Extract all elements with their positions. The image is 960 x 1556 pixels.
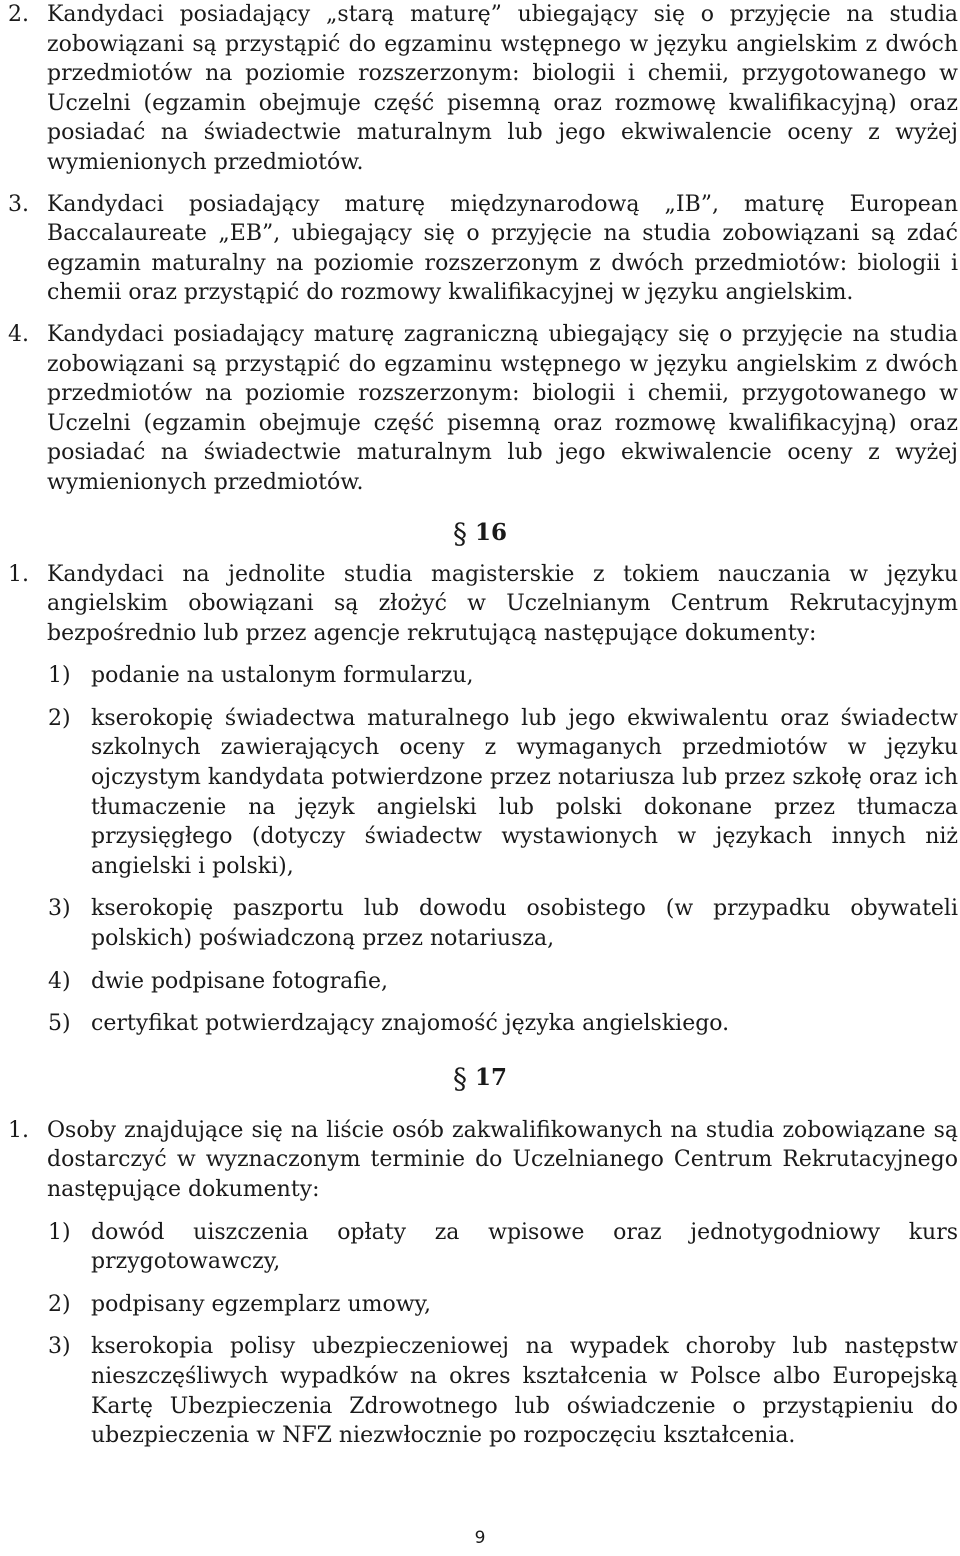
paragraph-item — [0, 560, 960, 649]
item-text: Osoby znajdujące się na liście osób zakwalifikowanych na studia zobowiązane są dostarczyć w wyznaczonym terminie do Uczelnianego Centrum Rekrutacyjnego następujące dokumenty: — [47, 1117, 958, 1202]
paragraph-item — [0, 1116, 960, 1205]
list-item — [0, 704, 960, 882]
paragraph-item — [0, 0, 960, 178]
paragraph-item — [0, 320, 960, 498]
list-item-text: dwie podpisane fotografie, — [91, 968, 388, 994]
list-item-text: podanie na ustalonym formularzu, — [91, 663, 474, 689]
list-item-text: kserokopię paszportu lub dowodu osobistego (w przypadku obywateli polskich) poświadczoną przez notariusza, — [91, 896, 958, 952]
item-number: 3. — [8, 191, 29, 217]
section-symbol: § — [452, 1061, 467, 1095]
list-item — [0, 1290, 960, 1320]
item-text: Kandydaci posiadający „starą maturę” ubiegający się o przyjęcie na studia zobowiązani są przystąpić do egzaminu wstępnego w języku angielskim z dwóch przedmiotów na poziomie rozszerzonym: biologii i chemii, przygotowanego w Uczelni (egzamin obejmuje część pisemną oraz rozmowę kwalifikacyjną) oraz posiadać na świadectwie maturalnym lub jego ekwiwalencie oceny z wyżej wymienionych przedmiotów. — [47, 2, 958, 175]
list-item-number: 4) — [48, 968, 71, 994]
list-item — [0, 1009, 960, 1039]
item-number: 4. — [8, 321, 29, 347]
section-symbol: § — [452, 516, 467, 550]
item-text: Kandydaci na jednolite studia magisterskie z tokiem nauczania w języku angielskim obowiązani są złożyć w Uczelnianym Centrum Rekrutacyjnym bezpośrednio lub przez agencje rekrutującą następujące dokumenty: — [47, 561, 958, 646]
section-heading-17 — [0, 1063, 960, 1094]
list-item-number: 5) — [48, 1011, 71, 1037]
item-number: 2. — [8, 2, 29, 27]
section-number: 17 — [474, 1063, 507, 1091]
list-item-text: podpisany egzemplarz umowy, — [91, 1291, 432, 1317]
list-item — [0, 1332, 960, 1450]
list-item-number: 3) — [48, 1334, 71, 1360]
list-item-text: dowód uiszczenia opłaty za wpisowe oraz jednotygodniowy kurs przygotowawczy, — [91, 1219, 958, 1275]
list-item-number: 2) — [48, 1291, 71, 1317]
list-item-text: certyfikat potwierdzający znajomość języka angielskiego. — [91, 1011, 730, 1037]
list-item — [0, 894, 960, 953]
list-item-text: kserokopię świadectwa maturalnego lub jego ekwiwalentu oraz świadectw szkolnych zawierających oceny z wymaganych przedmiotów w języku ojczystym kandydata potwierdzone przez notariusza lub przez szkołę oraz ich tłumaczenie na język angielski lub polski dokonane przez tłumacza przysięgłego (dotyczy świadectw wystawionych w językach innych niż angielski i polski), — [91, 705, 958, 879]
list-item — [0, 967, 960, 997]
section-heading-16 — [0, 518, 960, 549]
paragraph-item — [0, 190, 960, 308]
list-item-number: 1) — [48, 1219, 71, 1245]
item-number: 1. — [8, 561, 29, 587]
item-text: Kandydaci posiadający maturę zagraniczną ubiegający się o przyjęcie na studia zobowiązani są przystąpić do egzaminu wstępnego w języku angielskim z dwóch przedmiotów na poziomie rozszerzonym: biologii i chemii, przygotowanego w Uczelni (egzamin obejmuje część pisemną oraz rozmowę kwalifikacyjną) oraz posiadać na świadectwie maturalnym lub jego ekwiwalencie oceny z wyżej wymienionych przedmiotów. — [47, 321, 958, 495]
list-item — [0, 1218, 960, 1277]
item-number: 1. — [8, 1117, 29, 1143]
list-item-number: 3) — [48, 896, 71, 922]
list-item-number: 2) — [48, 705, 71, 731]
list-item-text: kserokopia polisy ubezpieczeniowej na wypadek choroby lub następstw nieszczęśliwych wypadków na okres kształcenia w Polsce albo Europejską Kartę Ubezpieczenia Zdrowotnego lub oświadczenie o przystąpieniu do ubezpieczenia w NFZ niezwłocznie po rozpoczęciu kształcenia. — [91, 1334, 958, 1449]
item-text: Kandydaci posiadający maturę międzynarodową „IB”, maturę European Baccalaureate „EB”, ubiegający się o przyjęcie na studia zobowiązani są zdać egzamin maturalny na poziomie rozszerzonym z dwóch przedmiotów: biologii i chemii oraz przystąpić do rozmowy kwalifikacyjnej w języku angielskim. — [47, 191, 958, 306]
section-number: 16 — [474, 518, 507, 546]
page-number: 9 — [474, 1528, 486, 1548]
list-item-number: 1) — [48, 663, 71, 689]
list-item — [0, 661, 960, 691]
